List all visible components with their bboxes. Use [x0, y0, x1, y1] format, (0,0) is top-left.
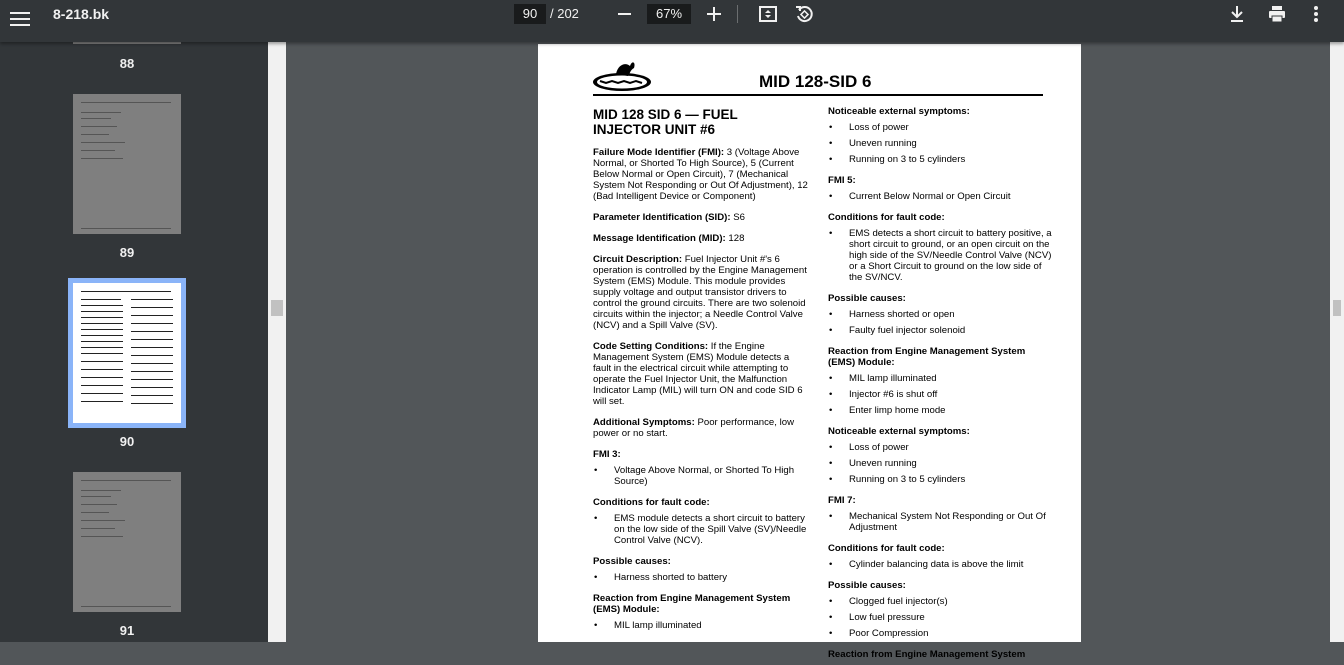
thumbnail-page-number: 91 [119, 623, 135, 638]
list-item: • Current Below Normal or Open Circuit [828, 191, 1053, 202]
mid-paragraph: Message Identification (MID): 128 [593, 233, 745, 244]
causes-heading: Possible causes: [593, 556, 671, 567]
list-item: • Running on 3 to 5 cylinders [828, 154, 1053, 165]
fmi3-heading: FMI 3: [593, 449, 621, 460]
fmi5-heading: FMI 5: [828, 175, 856, 186]
zoom-out-icon[interactable] [618, 13, 631, 15]
additional-symptoms: Additional Symptoms: Poor performance, low power or no start. [593, 417, 794, 439]
page-thumbnail[interactable] [73, 472, 181, 612]
list-item: • Cylinder balancing data is above the limit [828, 559, 1053, 570]
right-column [828, 106, 1053, 665]
page-number-input[interactable]: 90 [514, 4, 546, 24]
symptoms-heading: Noticeable external symptoms: [828, 106, 970, 117]
thumbnail-sidebar [0, 42, 268, 642]
document-page [538, 44, 1081, 660]
page-thumbnail-selected[interactable] [73, 283, 181, 423]
list-item: • Enter limp home mode [828, 405, 1053, 416]
list-item: • Injector #6 is shut off [828, 389, 1053, 400]
conditions-heading: Conditions for fault code: [593, 497, 710, 508]
download-icon[interactable] [1227, 4, 1247, 24]
sid-paragraph: Parameter Identification (SID): S6 [593, 212, 745, 223]
list-item: • Loss of power [828, 442, 1053, 453]
print-icon[interactable] [1267, 4, 1287, 24]
list-item: • Loss of power [828, 122, 1053, 133]
causes-heading: Possible causes: [828, 580, 906, 591]
list-item: • Harness shorted or open [828, 309, 1053, 320]
zoom-level-input[interactable]: 67% [647, 4, 691, 24]
zoom-in-icon[interactable] [707, 7, 721, 21]
reaction-heading: Reaction from Engine Management System (EMS) Module: [593, 593, 791, 615]
left-column [593, 106, 808, 636]
list-item: • Low fuel pressure [828, 612, 1053, 623]
reaction-heading: Reaction from Engine Management System [828, 649, 1026, 660]
document-scrollbar[interactable] [1330, 42, 1344, 642]
list-item: • Running on 3 to 5 cylinders [828, 474, 1053, 485]
reaction-heading: Reaction from Engine Management System (EMS) Module: [828, 346, 1026, 368]
circuit-description: Circuit Description: Fuel Injector Unit #'s 6 operation is controlled by the Engine Management System (EMS) Module. This module provides supply voltage and output transistor drivers to control the ground circuits. There are two solenoid circuits within the injector; a Needle Control Valve (NCV) and a Spill Valve (SV). [593, 254, 807, 331]
page-header: MID 128-SID 6 [759, 72, 872, 91]
sidebar-scrollbar[interactable] [268, 42, 286, 642]
list-item: • Faulty fuel injector solenoid [828, 325, 1053, 336]
list-item: • Harness shorted to battery [593, 572, 808, 583]
menu-icon[interactable] [10, 8, 30, 28]
rotate-icon[interactable] [794, 4, 814, 24]
thumbnail-page-number: 88 [119, 56, 135, 71]
toolbar-divider [737, 5, 738, 23]
header-rule [593, 94, 1043, 96]
thumbnail-page-number: 89 [119, 245, 135, 260]
list-item: • Mechanical System Not Responding or Out Of Adjustment [828, 511, 1053, 533]
fmi-paragraph: Failure Mode Identifier (FMI): 3 (Voltage Above Normal, or Shorted To High Source), 5 (Current Below Normal or Open Circuit), 7 (Mechanical System Not Responding or Out Of Adjustment), 12 (Bad Intelligent Device or Component) [593, 147, 808, 202]
causes-heading: Possible causes: [828, 293, 906, 304]
page-total: / 202 [550, 6, 579, 21]
document-title: 8-218.bk [53, 6, 110, 22]
list-item: • Poor Compression [828, 628, 1053, 639]
list-item: • MIL lamp illuminated [828, 373, 1053, 384]
mack-logo [592, 56, 652, 92]
fmi7-heading: FMI 7: [828, 495, 856, 506]
list-item: • Uneven running [828, 138, 1053, 149]
code-setting-conditions: Code Setting Conditions: If the Engine Management System (EMS) Module detects a fault in the electrical circuit while attempting to operate the Fuel Injector Unit, the Malfunction Indicator Lamp (MIL) will turn ON and code SID 6 will set. [593, 341, 803, 407]
section-title: MID 128 SID 6 — FUEL INJECTOR UNIT #6 [593, 107, 738, 137]
conditions-heading: Conditions for fault code: [828, 543, 945, 554]
list-item: • Uneven running [828, 458, 1053, 469]
conditions-heading: Conditions for fault code: [828, 212, 945, 223]
list-item: • Clogged fuel injector(s) [828, 596, 1053, 607]
fit-page-icon[interactable] [758, 4, 778, 24]
symptoms-heading: Noticeable external symptoms: [828, 426, 970, 437]
list-item: • Voltage Above Normal, or Shorted To High Source) [593, 465, 808, 487]
list-item: • EMS detects a short circuit to battery positive, a short circuit to ground, or an open circuit on the high side of the SV/Needle Control Valve (NCV) or a Short Circuit to ground on the low side of the SV/NCV. [828, 228, 1053, 283]
more-icon[interactable] [1306, 4, 1326, 24]
list-item: • EMS module detects a short circuit to battery on the low side of the Spill Valve (SV)/Needle Control Valve (NCV). [593, 513, 808, 546]
pdf-toolbar [0, 0, 1344, 42]
page-thumbnail[interactable] [73, 94, 181, 234]
thumbnail-page-number: 90 [119, 434, 135, 449]
list-item: • MIL lamp illuminated [593, 620, 808, 631]
